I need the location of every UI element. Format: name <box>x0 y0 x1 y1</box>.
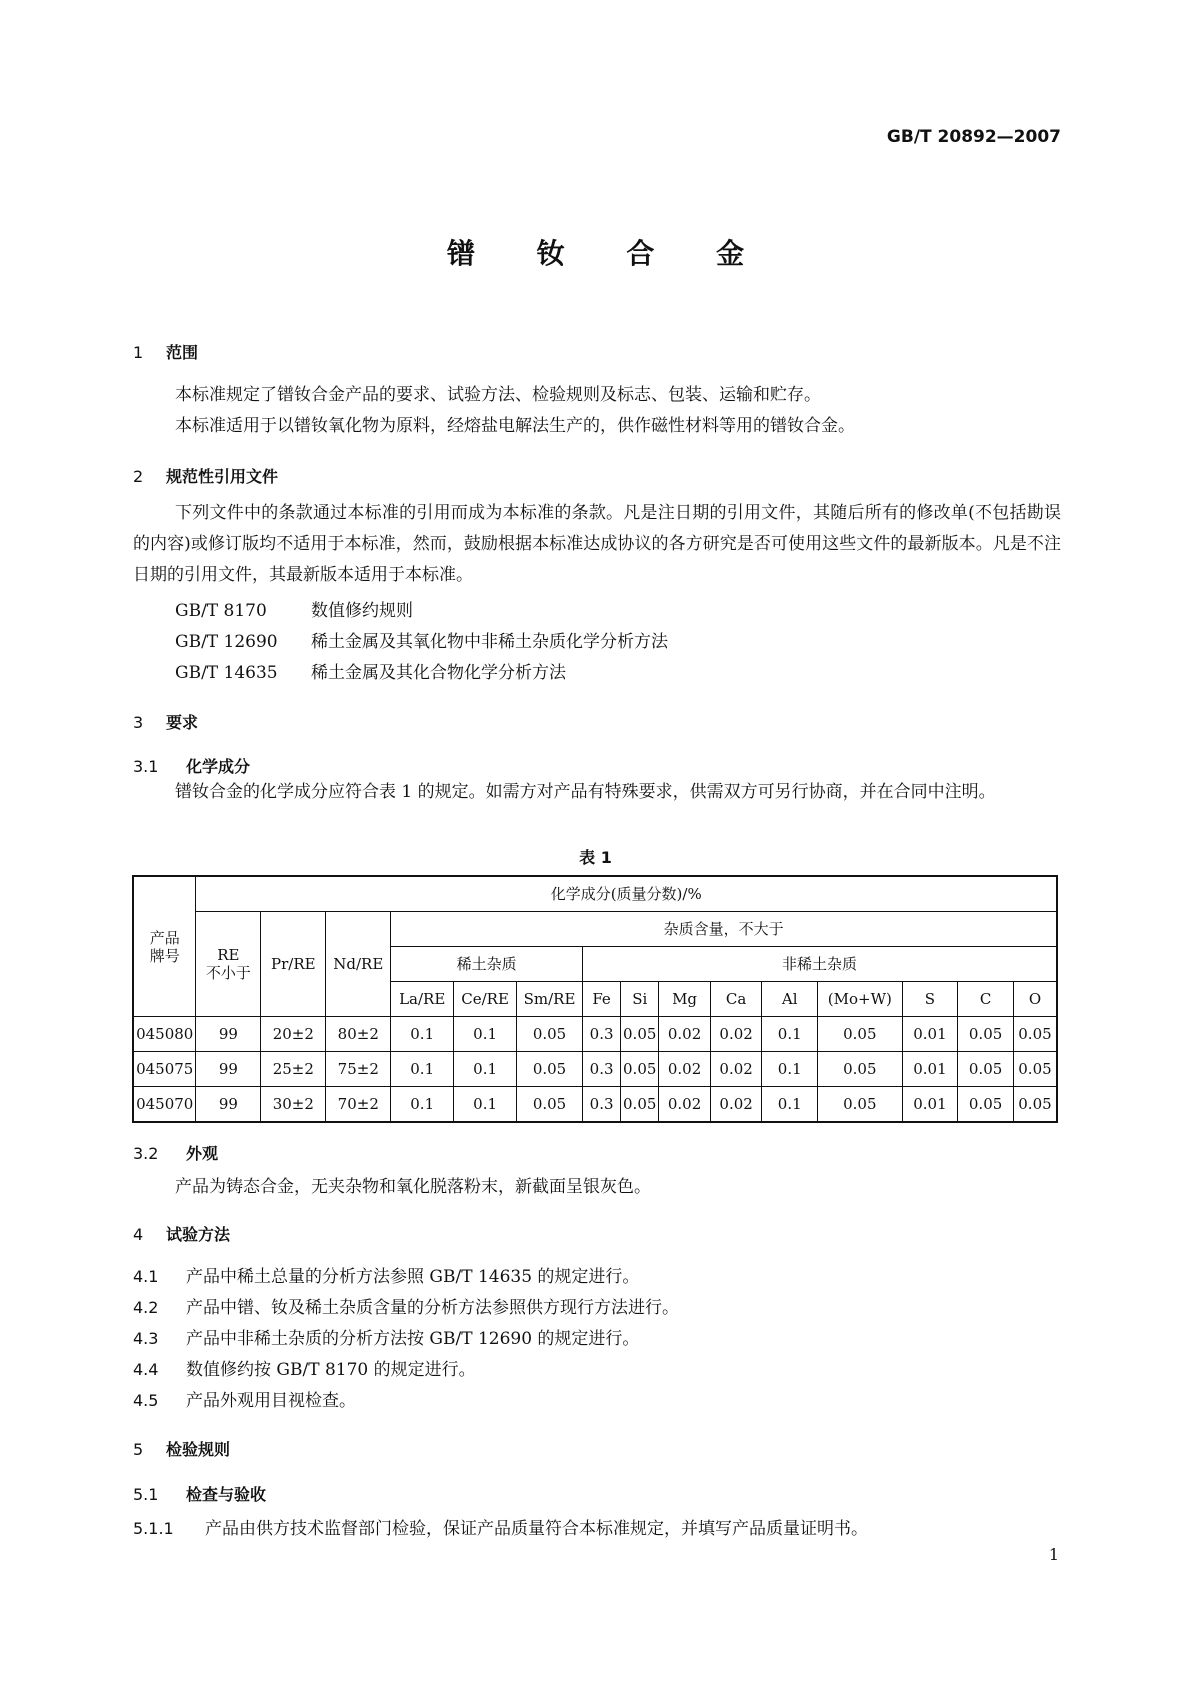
value-cell: 0.02 <box>710 1087 762 1123</box>
table-row <box>133 1052 1057 1087</box>
list-item <box>133 1386 356 1411</box>
value-cell: 99 <box>196 1087 261 1123</box>
column-header: La/RE <box>391 982 454 1017</box>
reference-code: GB/T 12690 <box>175 632 278 652</box>
value-cell: 0.01 <box>902 1052 958 1087</box>
value-cell: 0.05 <box>517 1087 583 1123</box>
brand-cell: 045070 <box>133 1087 196 1123</box>
section-number: 4 <box>133 1225 144 1244</box>
column-header: Sm/RE <box>517 982 583 1017</box>
value-cell: 0.1 <box>391 1017 454 1052</box>
section-2-paragraph: 下列文件中的条款通过本标准的引用而成为本标准的条款。凡是注日期的引用文件，其随后所有的修改单(不包括勘误的内容)或修订版均不适用于本标准，然而，鼓励根据本标准达成协议的各方研究是否可使用这些文件的最新版本。凡是不注日期的引用文件，其最新版本适用于本标准。 <box>133 503 1061 585</box>
reference-title: 稀土金属及其氧化物中非稀土杂质化学分析方法 <box>311 632 668 652</box>
value-cell: 0.01 <box>902 1087 958 1123</box>
item-text: 产品中镨、钕及稀土杂质含量的分析方法参照供方现行方法进行。 <box>186 1298 679 1318</box>
section-number: 1 <box>133 343 144 362</box>
header-re: RE 不小于 <box>196 912 261 1017</box>
value-cell: 0.02 <box>659 1087 711 1123</box>
item-number: 4.2 <box>133 1298 159 1317</box>
value-cell: 0.05 <box>958 1017 1014 1052</box>
value-cell: 0.05 <box>517 1017 583 1052</box>
section-title: 要求 <box>166 713 199 732</box>
section-number: 2 <box>133 467 144 486</box>
column-header: Fe <box>583 982 621 1017</box>
table-row <box>133 1017 1057 1052</box>
value-cell: 0.1 <box>762 1087 818 1123</box>
section-title: 外观 <box>186 1144 219 1163</box>
brand-cell: 045080 <box>133 1017 196 1052</box>
value-cell: 0.05 <box>1013 1017 1057 1052</box>
reference-title: 稀土金属及其化合物化学分析方法 <box>311 663 566 683</box>
page-number: 1 <box>1048 1545 1059 1564</box>
section-number: 5.1 <box>133 1485 159 1504</box>
normative-reference <box>175 596 413 621</box>
item-text: 产品中稀土总量的分析方法参照 GB/T 14635 的规定进行。 <box>186 1267 640 1287</box>
section-number: 3 <box>133 713 144 732</box>
list-item <box>133 1324 639 1349</box>
section-number: 5 <box>133 1440 144 1459</box>
section-title: 试验方法 <box>166 1225 231 1244</box>
list-item <box>133 1514 868 1539</box>
column-header: Si <box>621 982 659 1017</box>
value-cell: 75±2 <box>326 1052 391 1087</box>
item-text: 产品中非稀土杂质的分析方法按 GB/T 12690 的规定进行。 <box>186 1329 640 1349</box>
section-1-paragraph-1: 本标准规定了镨钕合金产品的要求、试验方法、检验规则及标志、包装、运输和贮存。 <box>175 385 821 405</box>
normative-reference <box>175 658 566 683</box>
reference-code: GB/T 8170 <box>175 601 267 621</box>
table-caption: 表 1 <box>579 848 612 867</box>
section-number: 3.2 <box>133 1144 159 1163</box>
value-cell: 0.05 <box>621 1017 659 1052</box>
section-title: 检验规则 <box>166 1440 231 1459</box>
item-number: 5.1.1 <box>133 1519 174 1538</box>
value-cell: 0.3 <box>583 1017 621 1052</box>
header-nd-re: Nd/RE <box>326 912 391 1017</box>
list-item <box>133 1293 679 1318</box>
value-cell: 0.1 <box>454 1017 517 1052</box>
brand-cell: 045075 <box>133 1052 196 1087</box>
chemical-composition-table <box>132 875 1058 1123</box>
column-header: Ce/RE <box>454 982 517 1017</box>
reference-code: GB/T 14635 <box>175 663 278 683</box>
header-chemical-composition: 化学成分(质量分数)/% <box>196 876 1057 912</box>
table-body <box>133 1017 1057 1123</box>
value-cell: 99 <box>196 1017 261 1052</box>
value-cell: 0.1 <box>454 1087 517 1123</box>
value-cell: 70±2 <box>326 1087 391 1123</box>
section-title: 规范性引用文件 <box>166 467 279 486</box>
value-cell: 0.3 <box>583 1052 621 1087</box>
value-cell: 25±2 <box>261 1052 326 1087</box>
section-3-heading <box>133 710 198 733</box>
document-title: 镨 钕 合 金 <box>446 237 771 270</box>
value-cell: 0.05 <box>621 1087 659 1123</box>
item-text: 数值修约按 GB/T 8170 的规定进行。 <box>186 1360 476 1380</box>
column-header: Ca <box>710 982 762 1017</box>
value-cell: 0.05 <box>517 1052 583 1087</box>
value-cell: 0.05 <box>818 1087 903 1123</box>
item-text: 产品外观用目视检查。 <box>186 1391 356 1411</box>
section-title: 范围 <box>166 343 199 362</box>
column-header: Mg <box>659 982 711 1017</box>
value-cell: 80±2 <box>326 1017 391 1052</box>
value-cell: 30±2 <box>261 1087 326 1123</box>
reference-title: 数值修约规则 <box>311 601 413 621</box>
value-cell: 99 <box>196 1052 261 1087</box>
value-cell: 0.1 <box>391 1087 454 1123</box>
column-header: (Mo+W) <box>818 982 903 1017</box>
value-cell: 0.05 <box>958 1052 1014 1087</box>
section-3-2-heading <box>133 1141 218 1164</box>
value-cell: 0.05 <box>1013 1087 1057 1123</box>
value-cell: 0.3 <box>583 1087 621 1123</box>
column-header: C <box>958 982 1014 1017</box>
header-impurity-content: 杂质含量，不大于 <box>391 912 1057 947</box>
value-cell: 0.01 <box>902 1017 958 1052</box>
item-number: 4.4 <box>133 1360 159 1379</box>
value-cell: 0.1 <box>762 1017 818 1052</box>
section-1-heading <box>133 340 198 363</box>
normative-reference <box>175 627 668 652</box>
value-cell: 0.02 <box>659 1017 711 1052</box>
column-header: S <box>902 982 958 1017</box>
list-item <box>133 1262 639 1287</box>
item-number: 4.3 <box>133 1329 159 1348</box>
section-2-heading <box>133 464 278 487</box>
section-title: 化学成分 <box>186 757 251 776</box>
value-cell: 0.02 <box>659 1052 711 1087</box>
section-title: 检查与验收 <box>186 1485 267 1504</box>
header-pr-re: Pr/RE <box>261 912 326 1017</box>
value-cell: 20±2 <box>261 1017 326 1052</box>
value-cell: 0.02 <box>710 1052 762 1087</box>
section-5-heading <box>133 1437 230 1460</box>
value-cell: 0.1 <box>762 1052 818 1087</box>
header-non-rare-earth-impurities: 非稀土杂质 <box>583 947 1057 982</box>
header-rare-earth-impurities: 稀土杂质 <box>391 947 583 982</box>
value-cell: 0.05 <box>958 1087 1014 1123</box>
value-cell: 0.05 <box>818 1052 903 1087</box>
column-header: Al <box>762 982 818 1017</box>
section-3-2-paragraph: 产品为铸态合金，无夹杂物和氧化脱落粉末，新截面呈银灰色。 <box>175 1177 651 1197</box>
value-cell: 0.1 <box>391 1052 454 1087</box>
list-item <box>133 1355 476 1380</box>
standard-number: GB/T 20892—2007 <box>886 127 1061 147</box>
section-3-1-paragraph: 镨钕合金的化学成分应符合表 1 的规定。如需方对产品有特殊要求，供需双方可另行协商，并在合同中注明。 <box>175 782 996 802</box>
value-cell: 0.05 <box>818 1017 903 1052</box>
section-3-1-heading <box>133 754 250 777</box>
header-brand: 产品 牌号 <box>133 876 196 1017</box>
item-number: 4.5 <box>133 1391 159 1410</box>
section-4-heading <box>133 1222 230 1245</box>
section-number: 3.1 <box>133 757 159 776</box>
item-text: 产品由供方技术监督部门检验，保证产品质量符合本标准规定，并填写产品质量证明书。 <box>205 1519 868 1539</box>
value-cell: 0.05 <box>1013 1052 1057 1087</box>
section-5-1-heading <box>133 1482 266 1505</box>
section-1-paragraph-2: 本标准适用于以镨钕氧化物为原料，经熔盐电解法生产的，供作磁性材料等用的镨钕合金。 <box>175 416 855 436</box>
value-cell: 0.1 <box>454 1052 517 1087</box>
item-number: 4.1 <box>133 1267 159 1286</box>
table-row <box>133 1087 1057 1123</box>
value-cell: 0.05 <box>621 1052 659 1087</box>
column-header: O <box>1013 982 1057 1017</box>
value-cell: 0.02 <box>710 1017 762 1052</box>
